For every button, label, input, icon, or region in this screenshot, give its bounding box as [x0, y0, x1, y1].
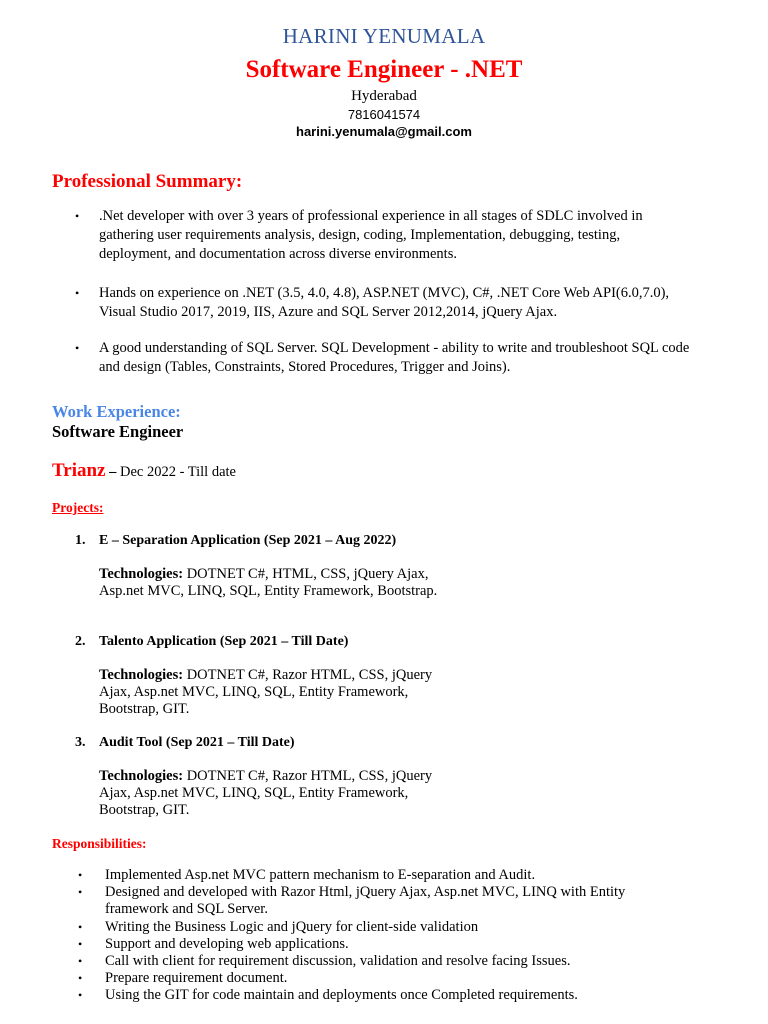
responsibility-text: Call with client for requirement discussion, validation and resolve facing Issues.: [105, 953, 571, 970]
company-dash: –: [105, 464, 117, 480]
project-title: [75, 533, 396, 549]
bullet-icon: •: [78, 988, 83, 1003]
bullet-icon: •: [75, 209, 80, 223]
project-technologies: [99, 566, 444, 600]
project-number: 3.: [75, 735, 86, 750]
summary-item-text: Hands on experience on .NET (3.5, 4.0, 4.8), ASP.NET (MVC), C#, .NET Core Web API(6.0,7.0), Visual Studio 2017, 2019, IIS, Azure and SQL Server 2012,2014, jQuery Ajax.: [99, 285, 670, 320]
technologies-list: DOTNET C#, Razor HTML, CSS, jQuery Ajax, Asp.net MVC, LINQ, SQL, Entity Framework, Bootstrap, GIT.: [99, 667, 433, 717]
bullet-icon: •: [78, 885, 83, 900]
technologies-label: Technologies:: [99, 768, 184, 784]
responsibility-text: Using the GIT for code maintain and deployments once Completed requirements.: [105, 987, 578, 1004]
list-item: [78, 867, 638, 884]
project-title-text: Audit Tool (Sep 2021 – Till Date): [99, 735, 295, 750]
technologies-list: DOTNET C#, HTML, CSS, jQuery Ajax, Asp.net MVC, LINQ, SQL, Entity Framework, Bootstrap.: [99, 566, 438, 599]
technologies-label: Technologies:: [99, 667, 184, 683]
technologies-list: DOTNET C#, Razor HTML, CSS, jQuery Ajax, Asp.net MVC, LINQ, SQL, Entity Framework, Bootstrap, GIT.: [99, 768, 433, 818]
bullet-icon: •: [78, 936, 83, 951]
list-item: [78, 970, 638, 987]
job-role-title: Software Engineer - .NET: [245, 56, 523, 83]
responsibility-text: Writing the Business Logic and jQuery for client-side validation: [105, 918, 479, 935]
summary-item-text: A good understanding of SQL Server. SQL Development - ability to write and troubleshoot SQL code and design (Tables, Constraints, Stored Procedures, Trigger and Joins).: [99, 340, 690, 375]
job-title: Software Engineer: [52, 422, 184, 441]
professional-summary-heading: Professional Summary:: [52, 171, 243, 192]
bullet-icon: •: [75, 286, 80, 300]
bullet-icon: •: [78, 919, 83, 934]
summary-item-text: .Net developer with over 3 years of professional experience in all stages of SDLC involved in gathering user requirements analysis, design, coding, Implementation, debugging, testing, deployment, and documentation across diverse environments.: [99, 208, 643, 262]
responsibilities-list: [78, 867, 638, 1005]
bullet-icon: •: [78, 954, 83, 969]
responsibilities-heading: Responsibilities:: [52, 836, 147, 851]
company-dates: Dec 2022 - Till date: [116, 464, 236, 480]
bullet-icon: •: [78, 868, 83, 882]
responsibility-text: Implemented Asp.net MVC pattern mechanism to E-separation and Audit.: [105, 867, 536, 883]
list-item: [78, 919, 638, 936]
list-item: [78, 953, 638, 970]
project-number: 2.: [75, 634, 86, 649]
summary-item: [75, 339, 695, 377]
project-number: 1.: [75, 533, 86, 548]
responsibility-text: Designed and developed with Razor Html, jQuery Ajax, Asp.net MVC, LINQ with Entity framework and SQL Server.: [105, 884, 626, 918]
project-title-text: Talento Application (Sep 2021 – Till Date): [99, 634, 349, 649]
phone-number: 7816041574: [347, 107, 421, 122]
responsibility-text: Prepare requirement document.: [105, 970, 288, 987]
list-item: [78, 884, 638, 918]
project-title-text: E – Separation Application (Sep 2021 – Aug 2022): [99, 533, 397, 548]
list-item: [78, 987, 638, 1004]
project-technologies: [99, 768, 444, 819]
company-line: [52, 460, 236, 482]
project-title: [75, 735, 295, 751]
technologies-label: Technologies:: [99, 566, 184, 582]
company-name: Trianz: [52, 460, 106, 481]
project-technologies: [99, 667, 444, 718]
bullet-icon: •: [75, 341, 80, 355]
project-title: [75, 634, 348, 650]
summary-item: [75, 207, 695, 264]
work-experience-heading: Work Experience:: [52, 402, 181, 421]
summary-item: [75, 284, 695, 322]
candidate-name: HARINI YENUMALA: [282, 24, 486, 48]
projects-heading: Projects:: [52, 500, 104, 515]
bullet-icon: •: [78, 971, 83, 986]
location: Hyderabad: [351, 88, 417, 104]
responsibility-text: Support and developing web applications.: [105, 935, 349, 952]
list-item: [78, 936, 638, 953]
email-address: harini.yenumala@gmail.com: [296, 124, 472, 139]
